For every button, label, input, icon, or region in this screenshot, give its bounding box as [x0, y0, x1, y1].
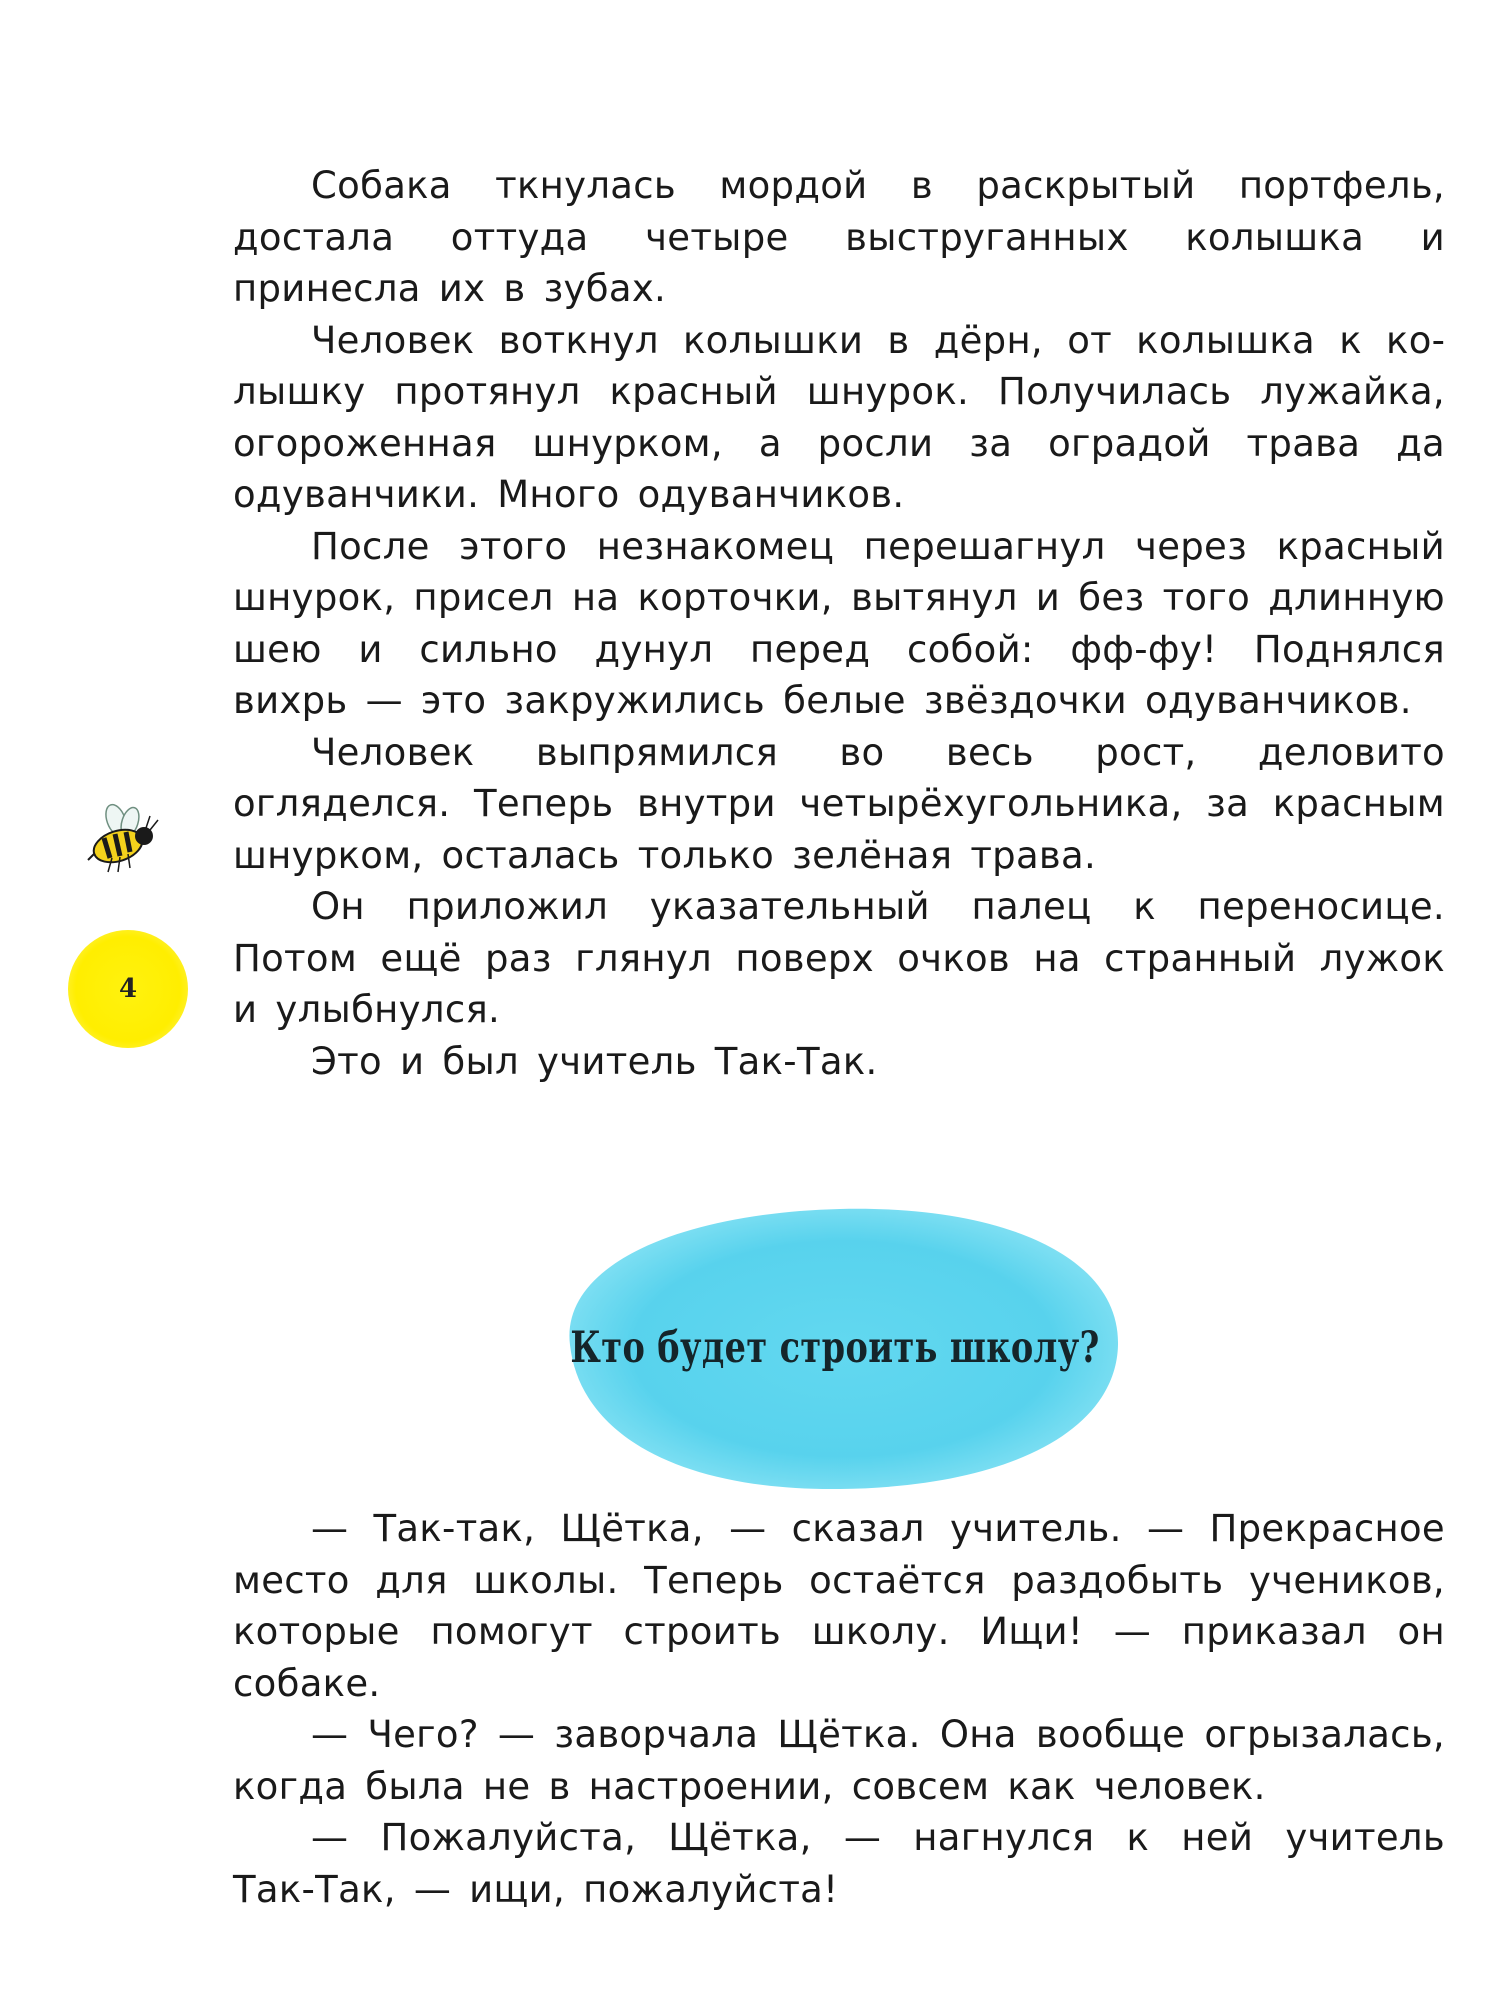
paragraph: После этого незнакомец перешагнул через красный шнурок, присел на корточки, вытянул и без того длинную шею и сильно дунул перед собой: фф-фу! Поднялся вихрь — это закружились белые звёздочки одуванчиков. [233, 524, 1445, 722]
page-number-circle [68, 930, 188, 1048]
paragraph: — Пожалуйста, Щётка, — нагнулся к ней учитель Так-Так, — ищи, пожалуйста! [233, 1816, 1445, 1911]
chapter-title: Кто будет строить школу? [570, 1322, 1100, 1373]
paragraph: Человек воткнул колышки в дёрн, от колышка к колышку протянул красный шнурок. Получилась лужайка, огороженная шнурком, а росли за оградой трава да одуванчики. Много одуванчиков. [233, 318, 1445, 516]
page-number: 4 [118, 974, 138, 1004]
bee-icon [82, 800, 164, 882]
story-text-bottom [233, 1503, 1445, 1915]
chapter-heading [540, 1195, 1130, 1500]
paragraph: — Чего? — заворчала Щётка. Она вообще огрызалась, когда была не в настроении, совсем как человек. [233, 1713, 1445, 1808]
paragraph: — Так-так, Щётка, — сказал учитель. — Прекрасное место для школы. Теперь остаётся раздобыть учеников, которые помогут строить школу. Ищи! — приказал он собаке. [233, 1507, 1445, 1705]
paragraph: Человек выпрямился во весь рост, деловито огляделся. Теперь внутри четырёхугольника, за красным шнурком, осталась только зелёная трава. [233, 730, 1445, 877]
paragraph: Это и был учитель Так-Так. [311, 1039, 878, 1083]
paragraph: Он приложил указательный палец к переносице. Потом ещё раз глянул поверх очков на странный лужок и улыбнулся. [233, 885, 1445, 1031]
paragraph: Собака ткнулась мордой в раскрытый портфель, достала оттуда четыре выструганных колышка и принесла их в зубах. [233, 164, 1445, 310]
story-text-top [233, 160, 1445, 1087]
